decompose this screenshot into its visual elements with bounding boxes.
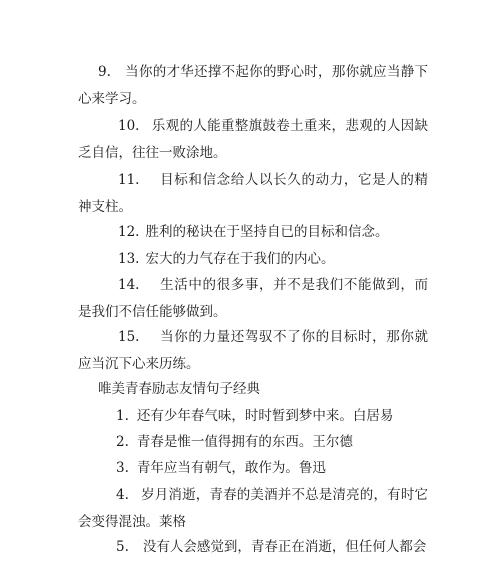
- item-number: 11.: [118, 172, 140, 188]
- item-text: 胜利的秘诀在于坚持自已的目标和信念。: [145, 224, 389, 240]
- item-number: 4.: [116, 487, 129, 503]
- section-heading: 唯美青春励志友情句子经典: [98, 381, 260, 397]
- list-item: [78, 534, 428, 561]
- list-item: [78, 272, 428, 326]
- list-item: [78, 455, 428, 482]
- list-item: [78, 324, 428, 378]
- item-number: 9.: [98, 64, 111, 80]
- item-text: 目标和信念给人以长久的动力，它是人的精神支柱。: [78, 172, 428, 215]
- item-text: 青春是惟一值得拥有的东西。王尔德: [136, 434, 353, 450]
- list-item: [78, 167, 428, 221]
- item-text: 岁月消逝，青春的美酒并不总是清亮的，有时它会变得混浊。莱格: [78, 487, 428, 530]
- list-item: [78, 482, 428, 536]
- item-number: 15.: [118, 329, 140, 345]
- list-item: [78, 246, 428, 273]
- item-text: 乐观的人能重整旗鼓卷土重来，悲观的人因缺乏自信，往往一败涂地。: [78, 118, 428, 161]
- item-number: 14.: [118, 277, 140, 293]
- item-text: 当你的力量还驾驭不了你的目标时，那你就应当沉下心来历练。: [78, 329, 428, 372]
- list-item: [78, 429, 428, 456]
- item-text: 还有少年春气味，时时暂到梦中来。白居易: [136, 408, 394, 424]
- item-text: 没有人会感觉到，青春正在消逝，但任何人都会: [142, 539, 427, 555]
- list-item: [78, 59, 428, 113]
- item-number: 2.: [116, 434, 129, 450]
- item-number: 13.: [118, 251, 140, 267]
- item-number: 10.: [118, 118, 140, 134]
- item-text: 宏大的力气存在于我们的内心。: [145, 251, 335, 267]
- list-item: [78, 403, 428, 430]
- item-number: 1.: [116, 408, 129, 424]
- item-text: 青年应当有朝气，敢作为。鲁迅: [136, 460, 326, 476]
- item-text: 当你的才华还撑不起你的野心时，那你就应当静下心来学习。: [78, 64, 428, 107]
- item-number: 12.: [118, 224, 140, 240]
- item-number: 3.: [116, 460, 129, 476]
- item-text: 生活中的很多事，并不是我们不能做到，而是我们不信任能够做到。: [78, 277, 428, 320]
- list-item: [78, 113, 428, 167]
- list-item: [78, 219, 428, 246]
- item-number: 5.: [116, 539, 129, 555]
